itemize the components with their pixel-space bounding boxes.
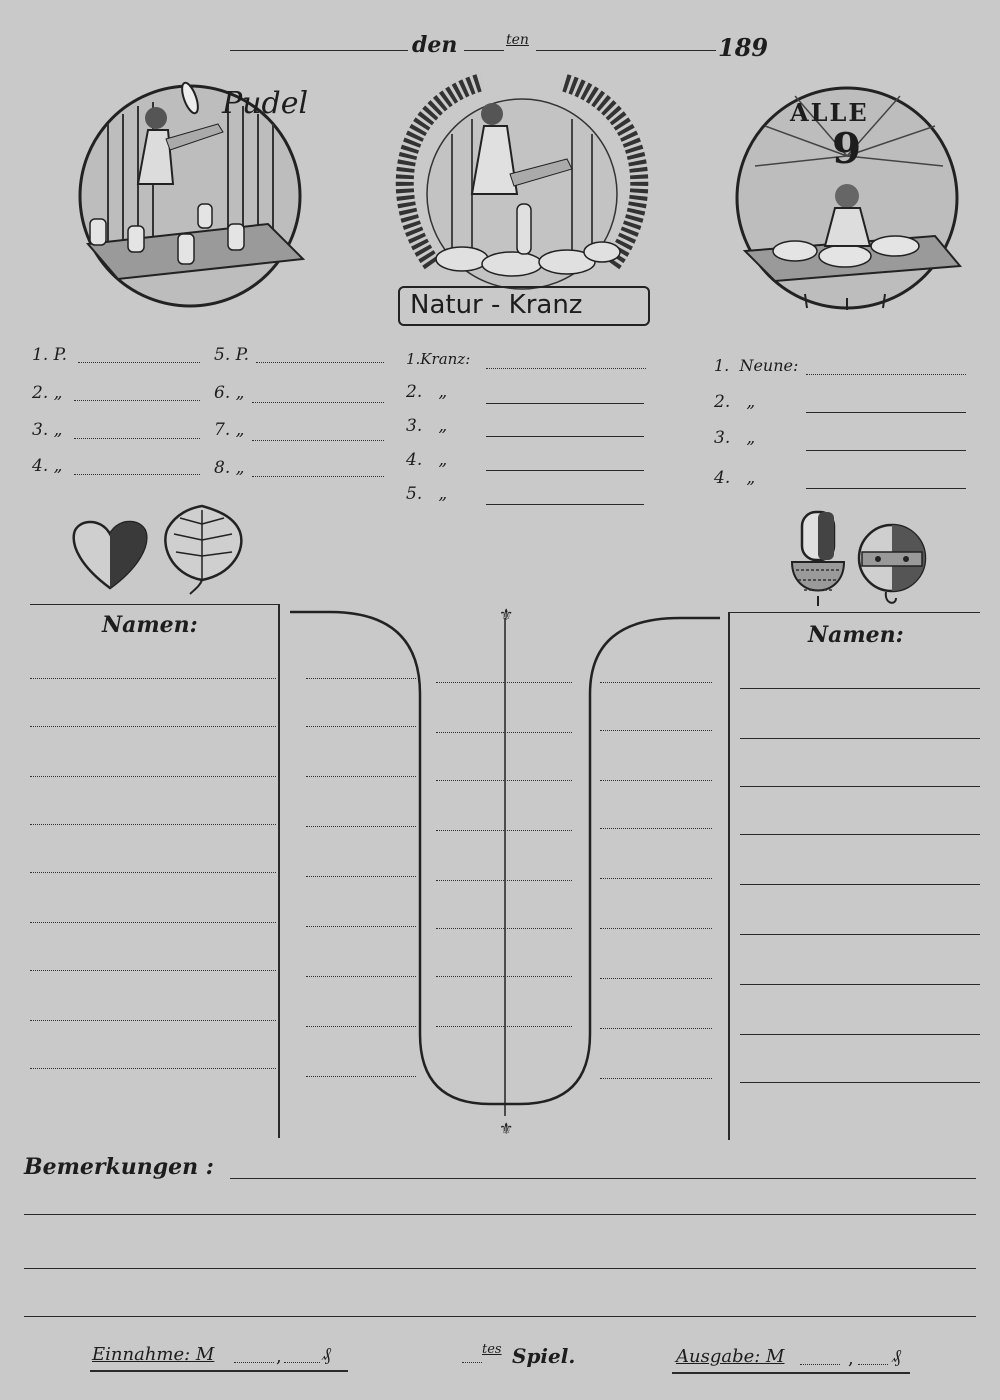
- right-name-row-5[interactable]: [740, 884, 980, 885]
- kranz-field-2[interactable]: [486, 403, 644, 404]
- alley-left-row-9[interactable]: [306, 1076, 416, 1077]
- remarks-line-1[interactable]: [230, 1178, 976, 1179]
- heart-icon: [70, 516, 152, 592]
- alley-center-row-5[interactable]: [436, 880, 572, 881]
- alley-center-row-8[interactable]: [436, 1026, 572, 1027]
- pudel-item-6: 6. „: [214, 383, 245, 403]
- right-name-row-4[interactable]: [740, 834, 980, 835]
- einnahme-underline: [90, 1370, 348, 1372]
- alle-number: 9: [832, 124, 862, 173]
- alley-left-row-1[interactable]: [306, 678, 416, 679]
- svg-text:⚜: ⚜: [499, 1119, 514, 1138]
- neune-field-1[interactable]: [806, 374, 966, 375]
- alley-left-row-2[interactable]: [306, 726, 416, 727]
- left-name-row-3[interactable]: [30, 776, 276, 777]
- right-name-row-8[interactable]: [740, 1034, 980, 1035]
- neune-field-3[interactable]: [806, 450, 966, 451]
- kranz-item-3: 3. „: [406, 416, 448, 436]
- einnahme-pf-field[interactable]: [284, 1362, 320, 1363]
- pudel-field-2[interactable]: [74, 400, 200, 401]
- kranz-item-1: 1.Kranz:: [406, 350, 471, 368]
- right-name-row-2[interactable]: [740, 738, 980, 739]
- pudel-field-4[interactable]: [74, 474, 200, 475]
- right-table-left-rule: [728, 612, 730, 1140]
- left-table-right-rule: [278, 604, 280, 1138]
- pudel-item-7: 7. „: [214, 420, 245, 440]
- kranz-field-4[interactable]: [486, 470, 644, 471]
- left-name-row-6[interactable]: [30, 922, 276, 923]
- spiel-label: Spiel.: [512, 1344, 576, 1368]
- pudel-field-8[interactable]: [252, 476, 384, 477]
- pudel-item-8: 8. „: [214, 458, 245, 478]
- kranz-item-4: 4. „: [406, 450, 448, 470]
- neune-item-3: 3. „: [714, 428, 756, 448]
- pudel-item-4: 4. „: [32, 456, 63, 476]
- remarks-label: Bemerkungen :: [24, 1154, 214, 1180]
- pudel-item-1: 1. P.: [32, 345, 68, 365]
- alley-left-row-6[interactable]: [306, 926, 416, 927]
- ten-label: ten: [506, 32, 529, 48]
- left-name-row-7[interactable]: [30, 970, 276, 971]
- left-table-title: Namen:: [102, 612, 198, 638]
- kranz-item-5: 5. „: [406, 484, 448, 504]
- spiel-number-field[interactable]: [462, 1362, 482, 1363]
- alley-center-row-6[interactable]: [436, 928, 572, 929]
- ausgabe-comma: ,: [848, 1348, 854, 1369]
- alley-right-row-7[interactable]: [600, 978, 712, 979]
- left-table-top-rule: [30, 604, 280, 605]
- pudel-item-3: 3. „: [32, 420, 63, 440]
- alley-left-row-8[interactable]: [306, 1026, 416, 1027]
- ausgabe-mark-field[interactable]: [800, 1364, 840, 1365]
- kranz-wreath-icon: [392, 64, 652, 304]
- alley-right-row-3[interactable]: [600, 780, 712, 781]
- svg-text:⚜: ⚜: [499, 605, 514, 624]
- left-name-row-8[interactable]: [30, 1020, 276, 1021]
- alley-center-row-3[interactable]: [436, 780, 572, 781]
- right-name-row-7[interactable]: [740, 984, 980, 985]
- right-name-row-9[interactable]: [740, 1082, 980, 1083]
- ausgabe-pf-label: ₰: [892, 1346, 901, 1367]
- einnahme-label: Einnahme: M: [92, 1344, 215, 1365]
- alley-left-row-7[interactable]: [306, 976, 416, 977]
- einnahme-mark-field[interactable]: [234, 1362, 274, 1363]
- right-name-row-1[interactable]: [740, 688, 980, 689]
- neune-item-2: 2. „: [714, 392, 756, 412]
- pudel-field-6[interactable]: [252, 402, 384, 403]
- kranz-title: Natur - Kranz: [410, 290, 583, 320]
- den-label: den: [412, 32, 458, 58]
- alley-center-row-7[interactable]: [436, 976, 572, 977]
- kranz-banner: [398, 286, 650, 326]
- right-name-row-6[interactable]: [740, 934, 980, 935]
- leaf-icon: [160, 504, 246, 596]
- kranz-field-5[interactable]: [486, 504, 644, 505]
- ausgabe-label: Ausgabe: M: [676, 1346, 785, 1367]
- neune-item-4: 4. „: [714, 468, 756, 488]
- alley-right-row-8[interactable]: [600, 1028, 712, 1029]
- remarks-line-3[interactable]: [24, 1268, 976, 1269]
- neune-field-2[interactable]: [806, 412, 966, 413]
- alle-word: ALLE: [790, 98, 869, 127]
- acorn-icon: [788, 510, 848, 606]
- ausgabe-pf-field[interactable]: [858, 1364, 888, 1365]
- alley-center-row-4[interactable]: [436, 830, 572, 831]
- kranz-field-3[interactable]: [486, 436, 644, 437]
- einnahme-pf-label: ₰: [322, 1344, 331, 1365]
- remarks-line-2[interactable]: [24, 1214, 976, 1215]
- pudel-field-3[interactable]: [74, 438, 200, 439]
- pudel-field-7[interactable]: [252, 440, 384, 441]
- alley-right-row-9[interactable]: [600, 1078, 712, 1079]
- right-table-title: Namen:: [808, 622, 904, 648]
- alley-right-row-1[interactable]: [600, 682, 712, 683]
- kranz-item-2: 2. „: [406, 382, 448, 402]
- pudel-field-5[interactable]: [256, 362, 384, 363]
- alley-left-row-3[interactable]: [306, 776, 416, 777]
- left-name-row-2[interactable]: [30, 726, 276, 727]
- neune-item-1: 1. Neune:: [714, 356, 799, 375]
- date-blank-2[interactable]: [464, 50, 504, 51]
- tes-label: tes: [482, 1342, 502, 1357]
- left-name-row-9[interactable]: [30, 1068, 276, 1069]
- pudel-title: Pudel: [222, 86, 309, 121]
- left-name-row-4[interactable]: [30, 824, 276, 825]
- date-blank-3[interactable]: [536, 50, 716, 51]
- bell-icon: [856, 522, 928, 612]
- kranz-field-1[interactable]: [486, 368, 646, 369]
- date-blank-1[interactable]: [230, 50, 408, 51]
- alley-right-row-2[interactable]: [600, 730, 712, 731]
- neune-field-4[interactable]: [806, 488, 966, 489]
- alley-center-row-1[interactable]: [436, 682, 572, 683]
- alley-right-row-4[interactable]: [600, 828, 712, 829]
- alley-center-row-2[interactable]: [436, 732, 572, 733]
- pudel-field-1[interactable]: [78, 362, 200, 363]
- alley-right-row-6[interactable]: [600, 928, 712, 929]
- alley-left-row-4[interactable]: [306, 826, 416, 827]
- year-label: 189: [718, 33, 769, 62]
- pudel-item-2: 2. „: [32, 383, 63, 403]
- ausgabe-underline: [672, 1372, 910, 1374]
- bowling-alley-diagram: [290, 604, 730, 1140]
- pudel-item-5: 5. P.: [214, 345, 250, 365]
- alley-right-row-5[interactable]: [600, 878, 712, 879]
- right-name-row-3[interactable]: [740, 786, 980, 787]
- right-table-top-rule: [730, 612, 980, 613]
- einnahme-comma: ,: [276, 1346, 282, 1367]
- left-name-row-1[interactable]: [30, 678, 276, 679]
- left-name-row-5[interactable]: [30, 872, 276, 873]
- remarks-line-4[interactable]: [24, 1316, 976, 1317]
- alley-left-row-5[interactable]: [306, 876, 416, 877]
